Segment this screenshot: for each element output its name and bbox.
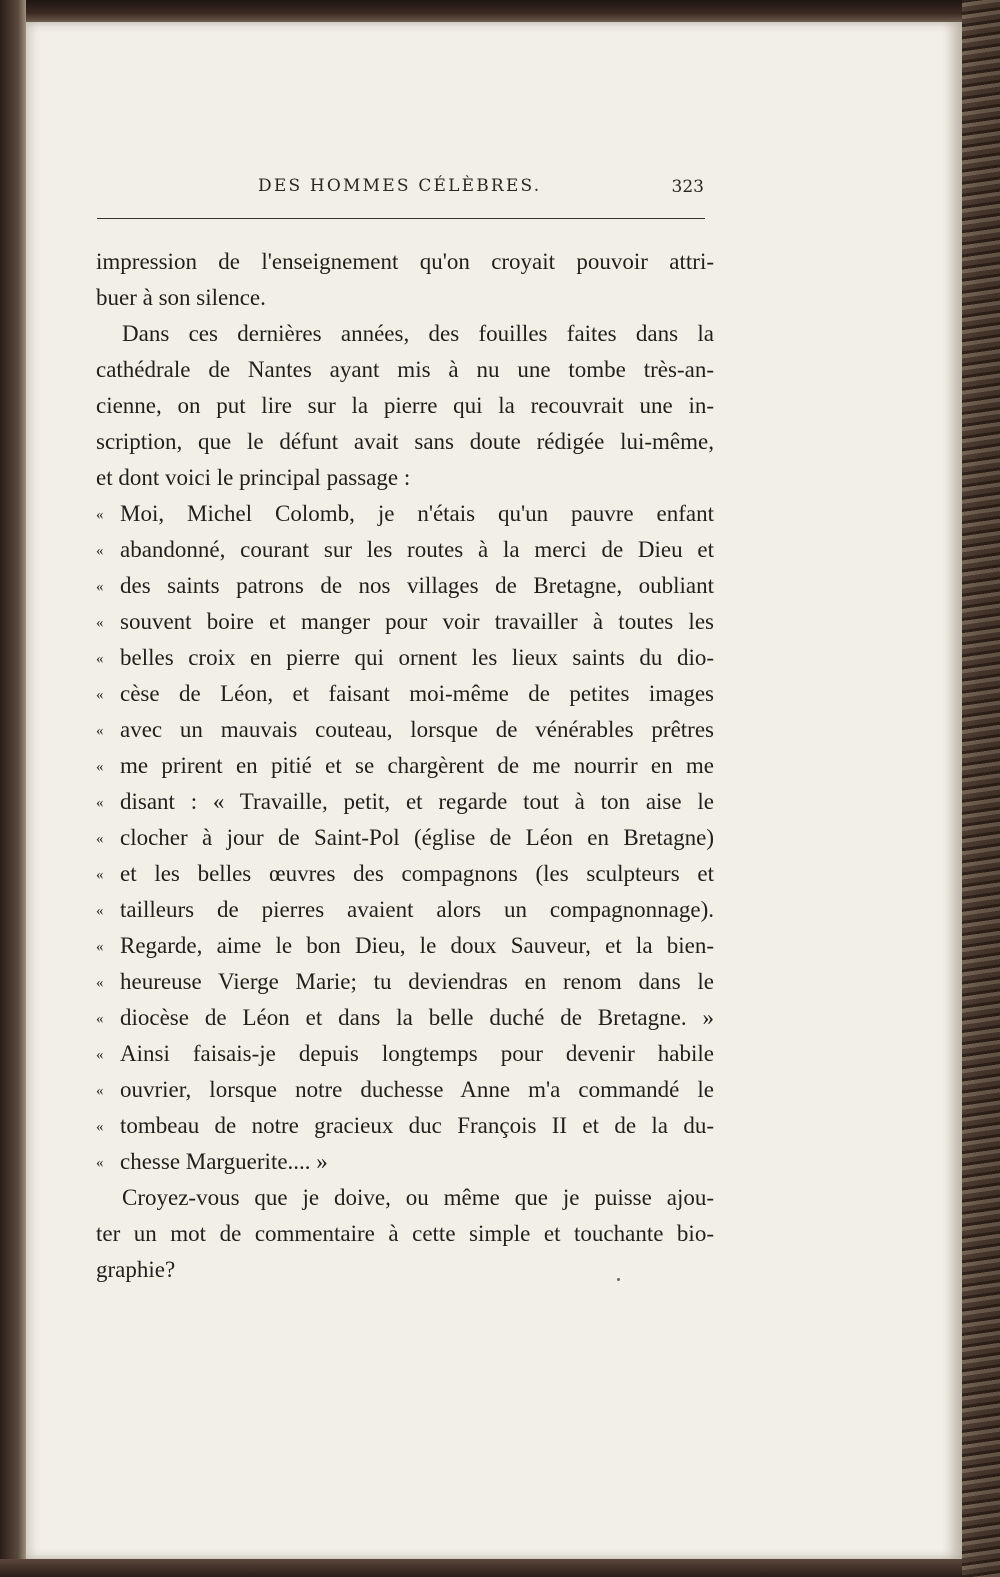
quoted-line-text: ouvrier, lorsque notre duchesse Anne m'a commandé le <box>120 1077 714 1102</box>
header-rule <box>97 218 705 219</box>
quoted-line-text: cèse de Léon, et faisant moi-même de petites images <box>120 681 714 706</box>
body-text <box>96 244 714 1288</box>
quoted-line-text: Regarde, aime le bon Dieu, le doux Sauveur, et la bien- <box>120 933 714 958</box>
quote-mark: « <box>96 903 104 919</box>
quoted-line-text: des saints patrons de nos villages de Bretagne, oubliant <box>120 573 714 598</box>
page-curl-shadow <box>942 22 962 1559</box>
quoted-line <box>96 784 714 820</box>
quoted-line <box>96 964 714 1000</box>
quote-mark: « <box>96 939 104 955</box>
quote-mark: « <box>96 795 104 811</box>
running-head <box>258 176 704 200</box>
quoted-line <box>96 1000 714 1036</box>
text-line: et dont voici le principal passage : <box>96 465 411 490</box>
quote-mark: « <box>96 723 104 739</box>
quote-mark: « <box>96 615 104 631</box>
quote-mark: « <box>96 1155 104 1171</box>
quote-mark: « <box>96 1083 104 1099</box>
quote-mark: « <box>96 831 104 847</box>
quoted-line <box>96 604 714 640</box>
quoted-line-text: avec un mauvais couteau, lorsque de vénérables prêtres <box>120 717 714 742</box>
quoted-line <box>96 1108 714 1144</box>
quoted-line <box>96 820 714 856</box>
quoted-line <box>96 892 714 928</box>
quoted-line-text: abandonné, courant sur les routes à la merci de Dieu et <box>120 537 714 562</box>
quote-mark: « <box>96 1047 104 1063</box>
quote-mark: « <box>96 1011 104 1027</box>
quoted-line-text: belles croix en pierre qui ornent les lieux saints du dio- <box>120 645 714 670</box>
quoted-line <box>96 496 714 532</box>
page-number: 323 <box>671 177 704 197</box>
quoted-line-text: et les belles œuvres des compagnons (les sculpteurs et <box>120 861 714 886</box>
quoted-line <box>96 640 714 676</box>
text-line: Croyez-vous que je doive, ou même que je puisse ajou- <box>122 1185 714 1210</box>
quoted-line <box>96 1144 714 1180</box>
quote-mark: « <box>96 543 104 559</box>
book-binding-edge <box>0 0 26 1577</box>
quoted-line <box>96 568 714 604</box>
quoted-line <box>96 676 714 712</box>
text-line: Dans ces dernières années, des fouilles faites dans la <box>122 321 714 346</box>
quoted-line-text: diocèse de Léon et dans la belle duché de Bretagne. » <box>120 1005 714 1030</box>
marbled-fore-edge <box>962 0 1000 1577</box>
quoted-line-text: chesse Marguerite.... » <box>120 1149 328 1174</box>
paper-speck <box>617 1278 620 1281</box>
quoted-line <box>96 532 714 568</box>
quote-mark: « <box>96 867 104 883</box>
text-line: cathédrale de Nantes ayant mis à nu une tombe très-an- <box>96 357 714 382</box>
quoted-line <box>96 928 714 964</box>
quoted-line <box>96 1072 714 1108</box>
quoted-line <box>96 1036 714 1072</box>
quote-mark: « <box>96 579 104 595</box>
quoted-line-text: clocher à jour de Saint-Pol (église de Léon en Bretagne) <box>120 825 714 850</box>
quote-mark: « <box>96 687 104 703</box>
text-line: scription, que le défunt avait sans doute rédigée lui-même, <box>96 429 714 454</box>
quoted-line-text: Ainsi faisais-je depuis longtemps pour devenir habile <box>120 1041 714 1066</box>
quote-mark: « <box>96 651 104 667</box>
quote-mark: « <box>96 975 104 991</box>
quoted-line-text: Moi, Michel Colomb, je n'étais qu'un pauvre enfant <box>120 501 714 526</box>
quoted-line-text: tombeau de notre gracieux duc François II et de la du- <box>120 1113 714 1138</box>
book-top-edge <box>0 0 1000 22</box>
quoted-line-text: tailleurs de pierres avaient alors un compagnonnage). <box>120 897 714 922</box>
text-line: graphie? <box>96 1257 176 1282</box>
quoted-line-text: souvent boire et manger pour voir travailler à toutes les <box>120 609 714 634</box>
quoted-line-text: heureuse Vierge Marie; tu deviendras en renom dans le <box>120 969 714 994</box>
text-line: cienne, on put lire sur la pierre qui la recouvrait une in- <box>96 393 714 418</box>
quote-mark: « <box>96 1119 104 1135</box>
text-line: impression de l'enseignement qu'on croyait pouvoir attri- <box>96 249 714 274</box>
book-bottom-edge <box>0 1559 1000 1577</box>
quoted-line <box>96 856 714 892</box>
quote-mark: « <box>96 759 104 775</box>
running-title: DES HOMMES CÉLÈBRES. <box>258 176 542 196</box>
text-line: ter un mot de commentaire à cette simple et touchante bio- <box>96 1221 714 1246</box>
quoted-line <box>96 712 714 748</box>
text-line: buer à son silence. <box>96 285 266 310</box>
quoted-line-text: me prirent en pitié et se chargèrent de me nourrir en me <box>120 753 714 778</box>
quoted-line <box>96 748 714 784</box>
quoted-line-text: disant : « Travaille, petit, et regarde tout à ton aise le <box>120 789 714 814</box>
quote-mark: « <box>96 507 104 523</box>
